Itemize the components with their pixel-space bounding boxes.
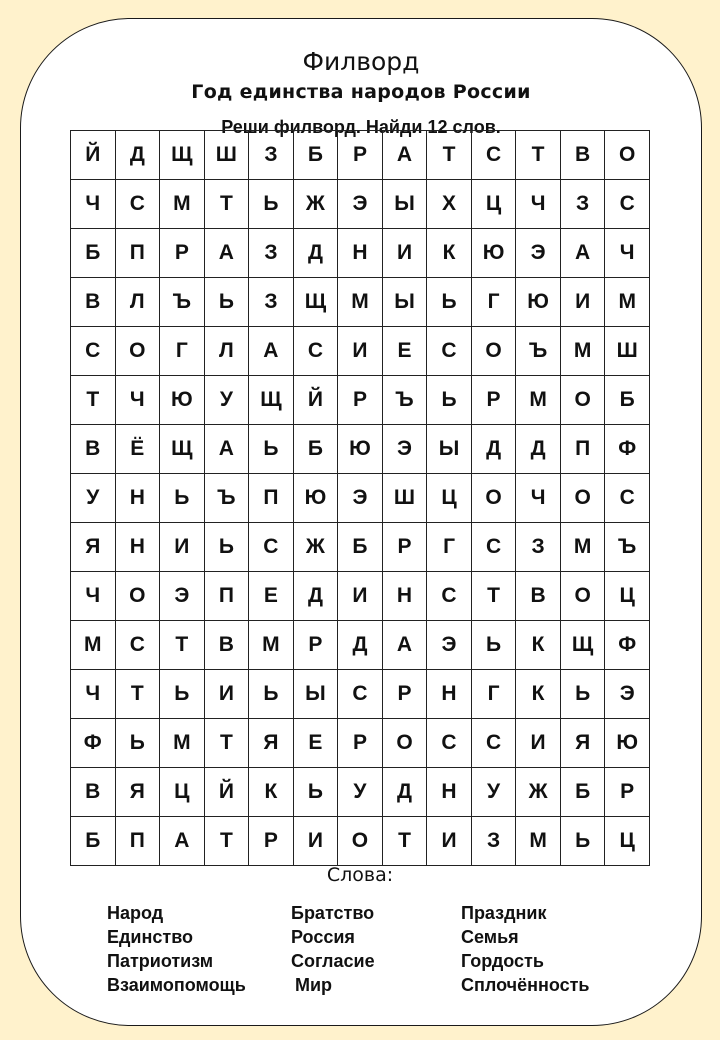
grid-cell[interactable]: Д — [293, 572, 338, 621]
grid-cell[interactable]: О — [471, 327, 516, 376]
grid-cell[interactable]: Ч — [516, 180, 561, 229]
grid-cell[interactable]: Г — [160, 327, 205, 376]
grid-cell[interactable]: Ь — [427, 376, 472, 425]
grid-cell[interactable]: У — [71, 474, 116, 523]
grid-cell[interactable]: Т — [160, 621, 205, 670]
grid-cell[interactable]: З — [249, 278, 294, 327]
grid-cell[interactable]: Ю — [605, 719, 650, 768]
grid-cell[interactable]: В — [204, 621, 249, 670]
grid-row — [71, 817, 650, 866]
grid-cell[interactable]: П — [115, 817, 160, 866]
grid-cell[interactable]: Я — [560, 719, 605, 768]
grid-cell[interactable]: Я — [115, 768, 160, 817]
grid-cell[interactable]: Ц — [160, 768, 205, 817]
grid-cell[interactable]: У — [471, 768, 516, 817]
grid-row — [71, 376, 650, 425]
grid-cell[interactable]: С — [293, 327, 338, 376]
grid-cell[interactable]: Ь — [293, 768, 338, 817]
grid-cell[interactable]: Р — [338, 719, 383, 768]
grid-cell[interactable]: О — [115, 572, 160, 621]
grid-cell[interactable]: А — [204, 229, 249, 278]
grid-cell[interactable]: З — [249, 229, 294, 278]
grid-cell[interactable]: Ы — [427, 425, 472, 474]
grid-cell[interactable]: Я — [71, 523, 116, 572]
grid-cell[interactable]: Е — [249, 572, 294, 621]
grid-cell[interactable]: Д — [338, 621, 383, 670]
grid-cell[interactable]: Д — [471, 425, 516, 474]
grid-cell[interactable]: Й — [293, 376, 338, 425]
grid-cell[interactable]: У — [204, 376, 249, 425]
grid-row — [71, 180, 650, 229]
grid-cell[interactable]: К — [427, 229, 472, 278]
grid-cell[interactable]: З — [249, 131, 294, 180]
word-item: Патриотизм — [107, 951, 214, 971]
grid-cell[interactable]: Ю — [471, 229, 516, 278]
grid-cell[interactable]: К — [516, 621, 561, 670]
grid-cell[interactable]: Т — [204, 817, 249, 866]
grid-cell[interactable]: М — [160, 180, 205, 229]
grid-cell[interactable]: О — [560, 474, 605, 523]
grid-row — [71, 523, 650, 572]
word-list-column-2 — [291, 904, 375, 1000]
word-item: Братство — [291, 903, 375, 923]
grid-cell[interactable]: А — [560, 229, 605, 278]
grid-cell[interactable]: Б — [605, 376, 650, 425]
grid-cell[interactable]: Ъ — [160, 278, 205, 327]
grid-cell[interactable]: В — [71, 278, 116, 327]
grid-cell[interactable]: О — [338, 817, 383, 866]
grid-cell[interactable]: Щ — [293, 278, 338, 327]
grid-cell[interactable]: Р — [293, 621, 338, 670]
grid-cell[interactable]: С — [115, 180, 160, 229]
grid-cell[interactable]: М — [605, 278, 650, 327]
grid-cell[interactable]: Т — [71, 376, 116, 425]
grid-cell[interactable]: А — [382, 621, 427, 670]
grid-cell[interactable]: Б — [71, 229, 116, 278]
grid-cell[interactable]: Ы — [382, 278, 427, 327]
grid-cell[interactable]: С — [605, 180, 650, 229]
grid-cell[interactable]: Ь — [160, 670, 205, 719]
grid-cell[interactable]: Ё — [115, 425, 160, 474]
grid-cell[interactable]: Ю — [293, 474, 338, 523]
grid-cell[interactable]: Д — [115, 131, 160, 180]
grid-cell[interactable]: Т — [115, 670, 160, 719]
grid-row — [71, 474, 650, 523]
grid-cell[interactable]: Ъ — [605, 523, 650, 572]
grid-cell[interactable]: Д — [293, 229, 338, 278]
grid-cell[interactable]: Щ — [560, 621, 605, 670]
grid-cell[interactable]: М — [516, 817, 561, 866]
grid-row — [71, 670, 650, 719]
grid-cell[interactable]: Б — [338, 523, 383, 572]
grid-cell[interactable]: Ю — [516, 278, 561, 327]
word-list-column-3 — [461, 904, 589, 1000]
grid-cell[interactable]: Ю — [160, 376, 205, 425]
grid-row — [71, 425, 650, 474]
grid-cell[interactable]: Р — [249, 817, 294, 866]
grid-cell[interactable]: С — [471, 719, 516, 768]
grid-cell[interactable]: Б — [560, 768, 605, 817]
grid-cell[interactable]: Ш — [204, 131, 249, 180]
grid-cell[interactable]: Ы — [382, 180, 427, 229]
grid-cell[interactable]: В — [560, 131, 605, 180]
grid-cell[interactable]: Ч — [605, 229, 650, 278]
grid-cell[interactable]: И — [204, 670, 249, 719]
grid-cell[interactable]: С — [115, 621, 160, 670]
grid-cell[interactable]: И — [160, 523, 205, 572]
grid-cell[interactable]: Ю — [338, 425, 383, 474]
grid-cell[interactable]: Ц — [605, 817, 650, 866]
word-item: Россия — [291, 927, 355, 947]
grid-cell[interactable]: А — [382, 131, 427, 180]
grid-cell[interactable]: Ь — [249, 670, 294, 719]
grid-cell[interactable]: Щ — [249, 376, 294, 425]
grid-row — [71, 572, 650, 621]
grid-cell[interactable]: С — [427, 719, 472, 768]
grid-cell[interactable]: И — [293, 817, 338, 866]
grid-cell[interactable]: Н — [382, 572, 427, 621]
grid-cell[interactable]: Т — [204, 180, 249, 229]
grid-cell[interactable]: Д — [382, 768, 427, 817]
grid-cell[interactable]: М — [560, 327, 605, 376]
grid-cell[interactable]: И — [427, 817, 472, 866]
grid-cell[interactable]: Й — [71, 131, 116, 180]
grid-cell[interactable]: Г — [471, 670, 516, 719]
grid-cell[interactable]: М — [516, 376, 561, 425]
grid-cell[interactable]: Ф — [605, 621, 650, 670]
page-subtitle: Год единства народов России — [191, 81, 531, 103]
grid-cell[interactable]: Ь — [427, 278, 472, 327]
word-item: Мир — [295, 975, 333, 995]
grid-cell[interactable]: С — [605, 474, 650, 523]
grid-cell[interactable]: И — [560, 278, 605, 327]
grid-cell[interactable]: П — [560, 425, 605, 474]
grid-cell[interactable]: Ж — [293, 523, 338, 572]
grid-cell[interactable]: Ъ — [382, 376, 427, 425]
grid-cell[interactable]: О — [560, 376, 605, 425]
grid-cell[interactable]: Э — [338, 474, 383, 523]
grid-cell[interactable]: Ь — [160, 474, 205, 523]
word-item: Праздник — [461, 903, 547, 923]
grid-cell[interactable]: Р — [605, 768, 650, 817]
grid-cell[interactable]: Щ — [160, 425, 205, 474]
grid-cell[interactable]: Щ — [160, 131, 205, 180]
grid-cell[interactable]: Ь — [560, 670, 605, 719]
grid-cell[interactable]: З — [471, 817, 516, 866]
grid-cell[interactable]: Р — [338, 131, 383, 180]
grid-cell[interactable]: П — [204, 572, 249, 621]
grid-cell[interactable]: О — [605, 131, 650, 180]
grid-cell[interactable]: Л — [204, 327, 249, 376]
grid-cell[interactable]: М — [249, 621, 294, 670]
grid-cell[interactable]: Е — [293, 719, 338, 768]
grid-cell[interactable]: Р — [382, 523, 427, 572]
grid-cell[interactable]: Ш — [605, 327, 650, 376]
grid-cell[interactable]: Р — [160, 229, 205, 278]
grid-row — [71, 327, 650, 376]
grid-cell[interactable]: Э — [338, 180, 383, 229]
grid-cell[interactable]: Э — [160, 572, 205, 621]
grid-cell[interactable]: В — [516, 572, 561, 621]
grid-cell[interactable]: М — [71, 621, 116, 670]
grid-cell[interactable]: С — [427, 327, 472, 376]
grid-row — [71, 768, 650, 817]
grid-cell[interactable]: Ъ — [204, 474, 249, 523]
grid-cell[interactable]: Э — [516, 229, 561, 278]
grid-cell[interactable]: Б — [293, 425, 338, 474]
grid-cell[interactable]: С — [338, 670, 383, 719]
grid-cell[interactable]: Ш — [382, 474, 427, 523]
grid-cell[interactable]: Ь — [204, 278, 249, 327]
grid-cell[interactable]: Т — [516, 131, 561, 180]
grid-cell[interactable]: Я — [249, 719, 294, 768]
grid-cell[interactable]: И — [338, 327, 383, 376]
grid-cell[interactable]: К — [249, 768, 294, 817]
grid-cell[interactable]: К — [516, 670, 561, 719]
grid-cell[interactable]: Ц — [605, 572, 650, 621]
grid-row — [71, 131, 650, 180]
grid-cell[interactable]: Т — [471, 572, 516, 621]
grid-cell[interactable]: У — [338, 768, 383, 817]
grid-cell[interactable]: С — [471, 523, 516, 572]
grid-cell[interactable]: Ф — [605, 425, 650, 474]
grid-cell[interactable]: Ъ — [516, 327, 561, 376]
grid-cell[interactable]: Э — [605, 670, 650, 719]
grid-cell[interactable]: Й — [204, 768, 249, 817]
words-heading: Слова: — [326, 864, 394, 886]
grid-row — [71, 719, 650, 768]
grid-cell[interactable]: Ы — [293, 670, 338, 719]
grid-cell[interactable]: Х — [427, 180, 472, 229]
word-item: Семья — [461, 927, 519, 947]
grid-cell[interactable]: Ь — [204, 523, 249, 572]
grid-cell[interactable]: В — [71, 425, 116, 474]
grid-row — [71, 278, 650, 327]
grid-cell[interactable]: И — [382, 229, 427, 278]
grid-cell[interactable]: М — [560, 523, 605, 572]
word-search-grid — [70, 130, 650, 866]
grid-cell[interactable]: Т — [382, 817, 427, 866]
grid-cell[interactable]: С — [249, 523, 294, 572]
grid-cell[interactable]: Д — [516, 425, 561, 474]
word-item: Единство — [107, 927, 194, 947]
grid-cell[interactable]: С — [427, 572, 472, 621]
grid-cell[interactable]: Н — [427, 768, 472, 817]
grid-cell[interactable]: Ж — [516, 768, 561, 817]
grid-cell[interactable]: Ч — [71, 180, 116, 229]
grid-cell[interactable]: Т — [204, 719, 249, 768]
grid-cell[interactable]: Ж — [293, 180, 338, 229]
instruction-text: Реши филворд. Найди 12 слов. — [221, 117, 501, 137]
grid-cell[interactable]: З — [516, 523, 561, 572]
grid-cell[interactable]: А — [249, 327, 294, 376]
grid-cell[interactable]: П — [249, 474, 294, 523]
grid-cell[interactable]: Р — [382, 670, 427, 719]
grid-cell[interactable]: П — [115, 229, 160, 278]
grid-cell[interactable]: Ч — [71, 572, 116, 621]
grid-cell[interactable]: М — [160, 719, 205, 768]
grid-cell[interactable]: З — [560, 180, 605, 229]
grid-cell[interactable]: Ф — [71, 719, 116, 768]
grid-cell[interactable]: О — [382, 719, 427, 768]
grid-cell[interactable]: О — [115, 327, 160, 376]
grid-row — [71, 229, 650, 278]
word-item: Гордость — [461, 951, 544, 971]
grid-cell[interactable]: Н — [338, 229, 383, 278]
grid-cell[interactable]: Н — [115, 474, 160, 523]
word-item: Согласие — [291, 951, 375, 971]
grid-cell[interactable]: В — [71, 768, 116, 817]
grid-cell[interactable]: Ь — [471, 621, 516, 670]
grid-cell[interactable]: А — [160, 817, 205, 866]
grid-cell[interactable]: Ь — [249, 180, 294, 229]
grid-cell[interactable]: Э — [427, 621, 472, 670]
grid-cell[interactable]: М — [338, 278, 383, 327]
word-item: Взаимопомощь — [107, 975, 246, 995]
word-list-column-1 — [107, 904, 246, 1000]
grid-cell[interactable]: Т — [427, 131, 472, 180]
grid-cell[interactable]: Л — [115, 278, 160, 327]
grid-cell[interactable]: Ц — [471, 180, 516, 229]
word-item: Сплочённость — [461, 975, 590, 995]
grid-cell[interactable]: Ь — [249, 425, 294, 474]
word-item: Народ — [107, 903, 164, 923]
grid-cell[interactable]: Ь — [560, 817, 605, 866]
grid-cell[interactable]: И — [338, 572, 383, 621]
grid-cell[interactable]: С — [471, 131, 516, 180]
page-title: Филворд — [302, 47, 420, 76]
grid-cell[interactable]: Б — [293, 131, 338, 180]
grid-cell[interactable]: И — [516, 719, 561, 768]
grid-row — [71, 621, 650, 670]
grid-cell[interactable]: Э — [382, 425, 427, 474]
grid-cell[interactable]: Е — [382, 327, 427, 376]
grid-cell[interactable]: О — [471, 474, 516, 523]
grid-cell[interactable]: О — [560, 572, 605, 621]
grid-cell[interactable]: Н — [427, 670, 472, 719]
grid-cell[interactable]: Ч — [516, 474, 561, 523]
grid-cell[interactable]: Г — [427, 523, 472, 572]
grid-cell[interactable]: Р — [338, 376, 383, 425]
grid-cell[interactable]: Ч — [115, 376, 160, 425]
grid-cell[interactable]: Ь — [115, 719, 160, 768]
grid-cell[interactable]: Б — [71, 817, 116, 866]
grid-cell[interactable]: Ц — [427, 474, 472, 523]
grid-cell[interactable]: Г — [471, 278, 516, 327]
grid-cell[interactable]: С — [71, 327, 116, 376]
grid-cell[interactable]: А — [204, 425, 249, 474]
grid-cell[interactable]: Ч — [71, 670, 116, 719]
grid-cell[interactable]: Р — [471, 376, 516, 425]
grid-cell[interactable]: Н — [115, 523, 160, 572]
